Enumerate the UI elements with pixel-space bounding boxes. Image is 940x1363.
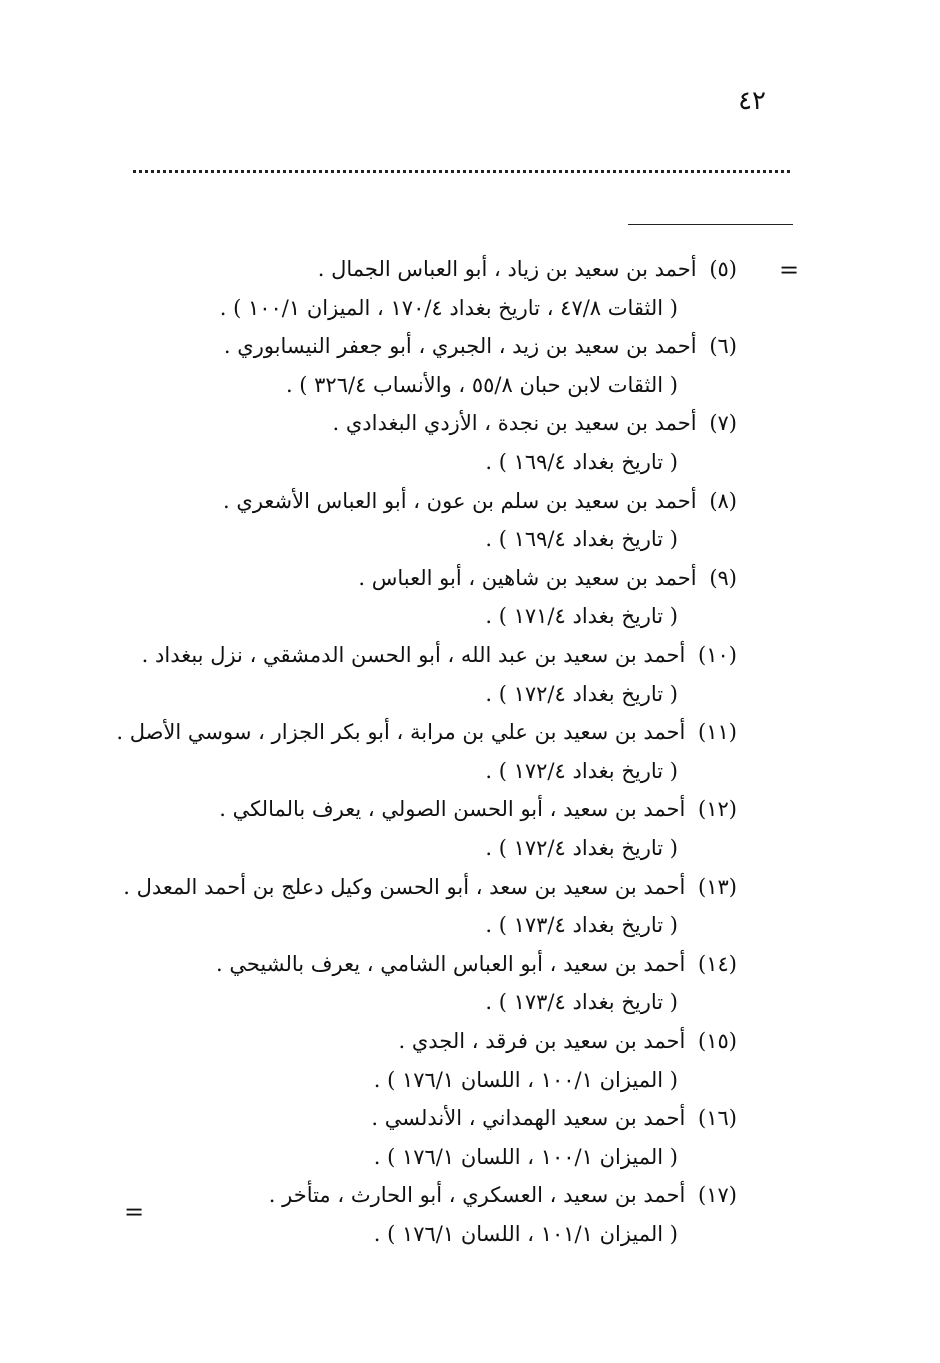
entry-number: (١٦) — [698, 1106, 737, 1131]
entry-line — [123, 869, 737, 905]
entry-text: أحمد بن سعيد بن سعد ، أبو الحسن وكيل دعلج بن أحمد المعدل . — [123, 874, 686, 899]
entry-text: أحمد بن سعيد الهمداني ، الأندلسي . — [371, 1106, 686, 1131]
entry-number: (١٧) — [698, 1183, 737, 1208]
entry-number: (١٢) — [698, 797, 737, 822]
entry-number: (٥) — [709, 257, 737, 281]
entry-text: أحمد بن سعيد بن شاهين ، أبو العباس . — [358, 565, 697, 590]
entry-text: أحمد بن سعيد بن فرقد ، الجدي . — [398, 1029, 686, 1053]
entry-line — [399, 1023, 738, 1059]
entry-text: أحمد بن سعيد بن عبد الله ، أبو الحسن الدمشقي ، نزل ببغداد . — [141, 643, 686, 667]
entry-reference: ( الميزان ١٠٠/١ ، اللسان ١٧٦/١ ) . — [373, 1067, 678, 1092]
entry-reference: ( الميزان ١٠١/١ ، اللسان ١٧٦/١ ) . — [373, 1222, 678, 1246]
entry-reference: ( الميزان ١٠٠/١ ، اللسان ١٧٦/١ ) . — [373, 1144, 678, 1169]
page-number: ٤٢ — [738, 86, 766, 116]
entry-number: (١١) — [698, 720, 737, 745]
entry-number: (١٠) — [698, 643, 737, 667]
entry-number: (١٤) — [698, 951, 737, 976]
entry-reference: ( الثقات ٤٧/٨ ، تاريخ بغداد ١٧٠/٤ ، الميزان ١٠٠/١ ) . — [219, 295, 678, 320]
entry-reference: ( تاريخ بغداد ١٧٢/٤ ) . — [485, 758, 678, 783]
entry-line — [223, 483, 737, 519]
entry-number: (٩) — [709, 565, 737, 590]
entry-reference: ( تاريخ بغداد ١٦٩/٤ ) . — [485, 527, 678, 552]
entry-text: أحمد بن سعيد ، أبو العباس الشامي ، يعرف بالشيحي . — [215, 951, 686, 976]
entry-line — [224, 328, 737, 364]
entry-line — [358, 560, 737, 596]
entry-number: (٨) — [709, 488, 737, 513]
entry-line — [269, 1177, 737, 1213]
entry-text: أحمد بن سعيد ، أبو الحسن الصولي ، يعرف بالمالكي . — [219, 797, 686, 822]
entry-text: أحمد بن سعيد بن زياد ، أبو العباس الجمال . — [317, 257, 697, 281]
dotted-separator — [133, 170, 790, 173]
entry-text: أحمد بن سعيد بن نجدة ، الأزدي البغدادي . — [332, 411, 697, 436]
entry-line — [318, 251, 737, 287]
entry-reference: ( الثقات لابن حبان ٥٥/٨ ، والأنساب ٣٢٦/٤ ) . — [285, 372, 678, 397]
entry-line — [219, 791, 737, 827]
entry-line — [116, 714, 737, 750]
entry-number: (٦) — [709, 334, 737, 359]
continuation-mark-top: = — [779, 256, 800, 284]
entry-reference: ( تاريخ بغداد ١٧٢/٤ ) . — [485, 681, 678, 706]
entry-line — [216, 946, 737, 982]
entry-reference: ( تاريخ بغداد ١٧٢/٤ ) . — [485, 836, 678, 860]
footnote-rule — [628, 224, 793, 225]
entry-line — [371, 1100, 737, 1136]
entry-text: أحمد بن سعيد ، العسكري ، أبو الحارث ، متأخر . — [268, 1183, 686, 1208]
entry-line — [333, 405, 737, 441]
entry-text: أحمد بن سعيد بن زيد ، الجبري ، أبو جعفر النيسابوري . — [223, 334, 697, 359]
entry-number: (١٥) — [698, 1029, 737, 1053]
entry-text: أحمد بن سعيد بن علي بن مرابة ، أبو بكر الجزار ، سوسي الأصل . — [116, 720, 686, 745]
entry-line — [142, 637, 737, 673]
entry-reference: ( تاريخ بغداد ١٧١/٤ ) . — [485, 604, 678, 629]
continuation-mark-bottom: = — [124, 1198, 145, 1226]
entry-number: (١٣) — [698, 874, 737, 899]
entry-reference: ( تاريخ بغداد ١٧٣/٤ ) . — [485, 990, 678, 1015]
entry-number: (٧) — [709, 411, 737, 436]
entry-text: أحمد بن سعيد بن سلم بن عون ، أبو العباس الأشعري . — [223, 488, 697, 513]
entry-reference: ( تاريخ بغداد ١٧٣/٤ ) . — [485, 913, 678, 938]
entry-reference: ( تاريخ بغداد ١٦٩/٤ ) . — [485, 450, 678, 474]
